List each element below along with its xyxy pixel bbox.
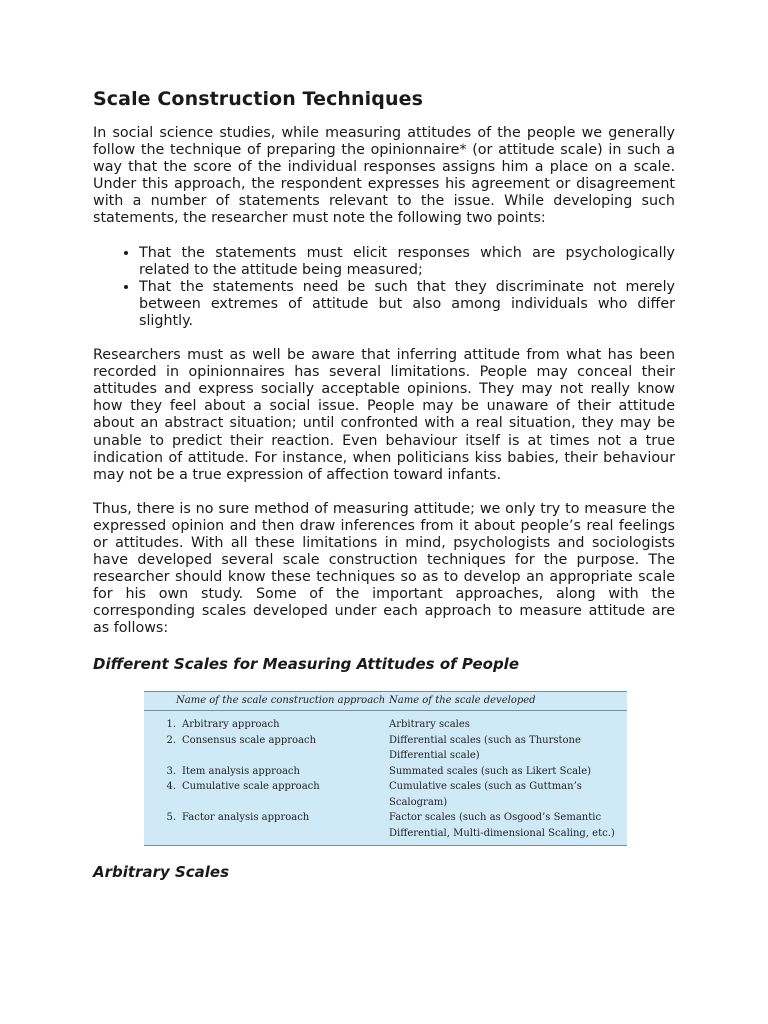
- row-scale: [389, 711, 627, 733]
- table-row: [144, 733, 627, 764]
- row-approach: Cumulative scale approach: [182, 781, 320, 793]
- row-scale: [389, 779, 627, 810]
- bullet-list: [93, 245, 675, 330]
- row-number: 1.: [166, 719, 176, 731]
- document-page: [93, 86, 675, 882]
- row-number: 5.: [166, 812, 176, 824]
- row-scale-line: Summated scales (such as Likert Scale): [389, 765, 592, 777]
- table-header-row: [144, 692, 627, 711]
- row-scale: [389, 810, 627, 845]
- row-scale-line: Differential scale): [389, 750, 480, 762]
- list-item: • That the statements must elicit responses which are psychologically related to the attitude being measured;: [139, 245, 675, 279]
- list-item: • That the statements need be such that they discriminate not merely between extremes of attitude but also among individuals who differ slightly.: [139, 279, 675, 330]
- row-approach: Consensus scale approach: [182, 734, 317, 746]
- scales-table: [144, 691, 627, 847]
- table-row: [144, 711, 627, 733]
- table-row: [144, 764, 627, 780]
- row-scale-line: Cumulative scales (such as Guttman’s Scalogram): [389, 781, 582, 808]
- table-row: [144, 779, 627, 810]
- section-heading-arbitrary: Arbitrary Scales: [93, 863, 230, 882]
- row-scale-line: Differential scales (such as Thurstone: [389, 734, 581, 746]
- header-scale: Name of the scale developed: [389, 692, 627, 711]
- row-scale-line: Factor scales (such as Osgood’s Semantic: [389, 812, 602, 824]
- row-scale-line: Differential, Multi-dimensional Scaling, etc.): [389, 827, 615, 839]
- limitations-paragraph: Researchers must as well be aware that inferring attitude from what has been recorded in opinionnaires has several limitations. People may conceal their attitudes and express socially acceptable opinions. They may not really know how they feel about a social issue. People may be unaware of their attitude about an abstract situation; until confronted with a real situation, they may be unable to predict their reaction. Even behaviour itself is at times not a true indication of attitude. For instance, when politicians kiss babies, their behaviour may not be a true expression of affection toward infants.: [93, 347, 675, 483]
- table-row: [144, 810, 627, 845]
- row-number: 3.: [166, 765, 176, 777]
- row-number: 2.: [166, 734, 176, 746]
- row-scale: [389, 764, 627, 780]
- section-heading-scales: Different Scales for Measuring Attitudes of People: [93, 654, 519, 673]
- row-approach: Arbitrary approach: [182, 719, 280, 731]
- row-approach: Factor analysis approach: [182, 812, 310, 824]
- row-scale-line: Arbitrary scales: [389, 719, 470, 731]
- row-scale: [389, 733, 627, 764]
- header-approach: Name of the scale construction approach: [144, 692, 389, 711]
- approaches-paragraph: Thus, there is no sure method of measuring attitude; we only try to measure the expressed opinion and then draw inferences from it about people’s real feelings or attitudes. With all these limitations in mind, psychologists and sociologists have developed several scale construction techniques for the purpose. The researcher should know these techniques so as to develop an appropriate scale for his own study. Some of the important approaches, along with the corresponding scales developed under each approach to measure attitude are as follows:: [93, 500, 675, 637]
- page-title: Scale Construction Techniques: [93, 88, 424, 110]
- row-approach: Item analysis approach: [182, 765, 300, 777]
- row-number: 4.: [166, 781, 176, 793]
- intro-paragraph: In social science studies, while measuring attitudes of the people we generally follow the technique of preparing the opinionnaire* (or attitude scale) in such a way that the score of the individual responses assigns him a place on a scale. Under this approach, the respondent expresses his agreement or disagreement with a number of statements relevant to the issue. While developing such statements, the researcher must note the following two points:: [93, 125, 675, 227]
